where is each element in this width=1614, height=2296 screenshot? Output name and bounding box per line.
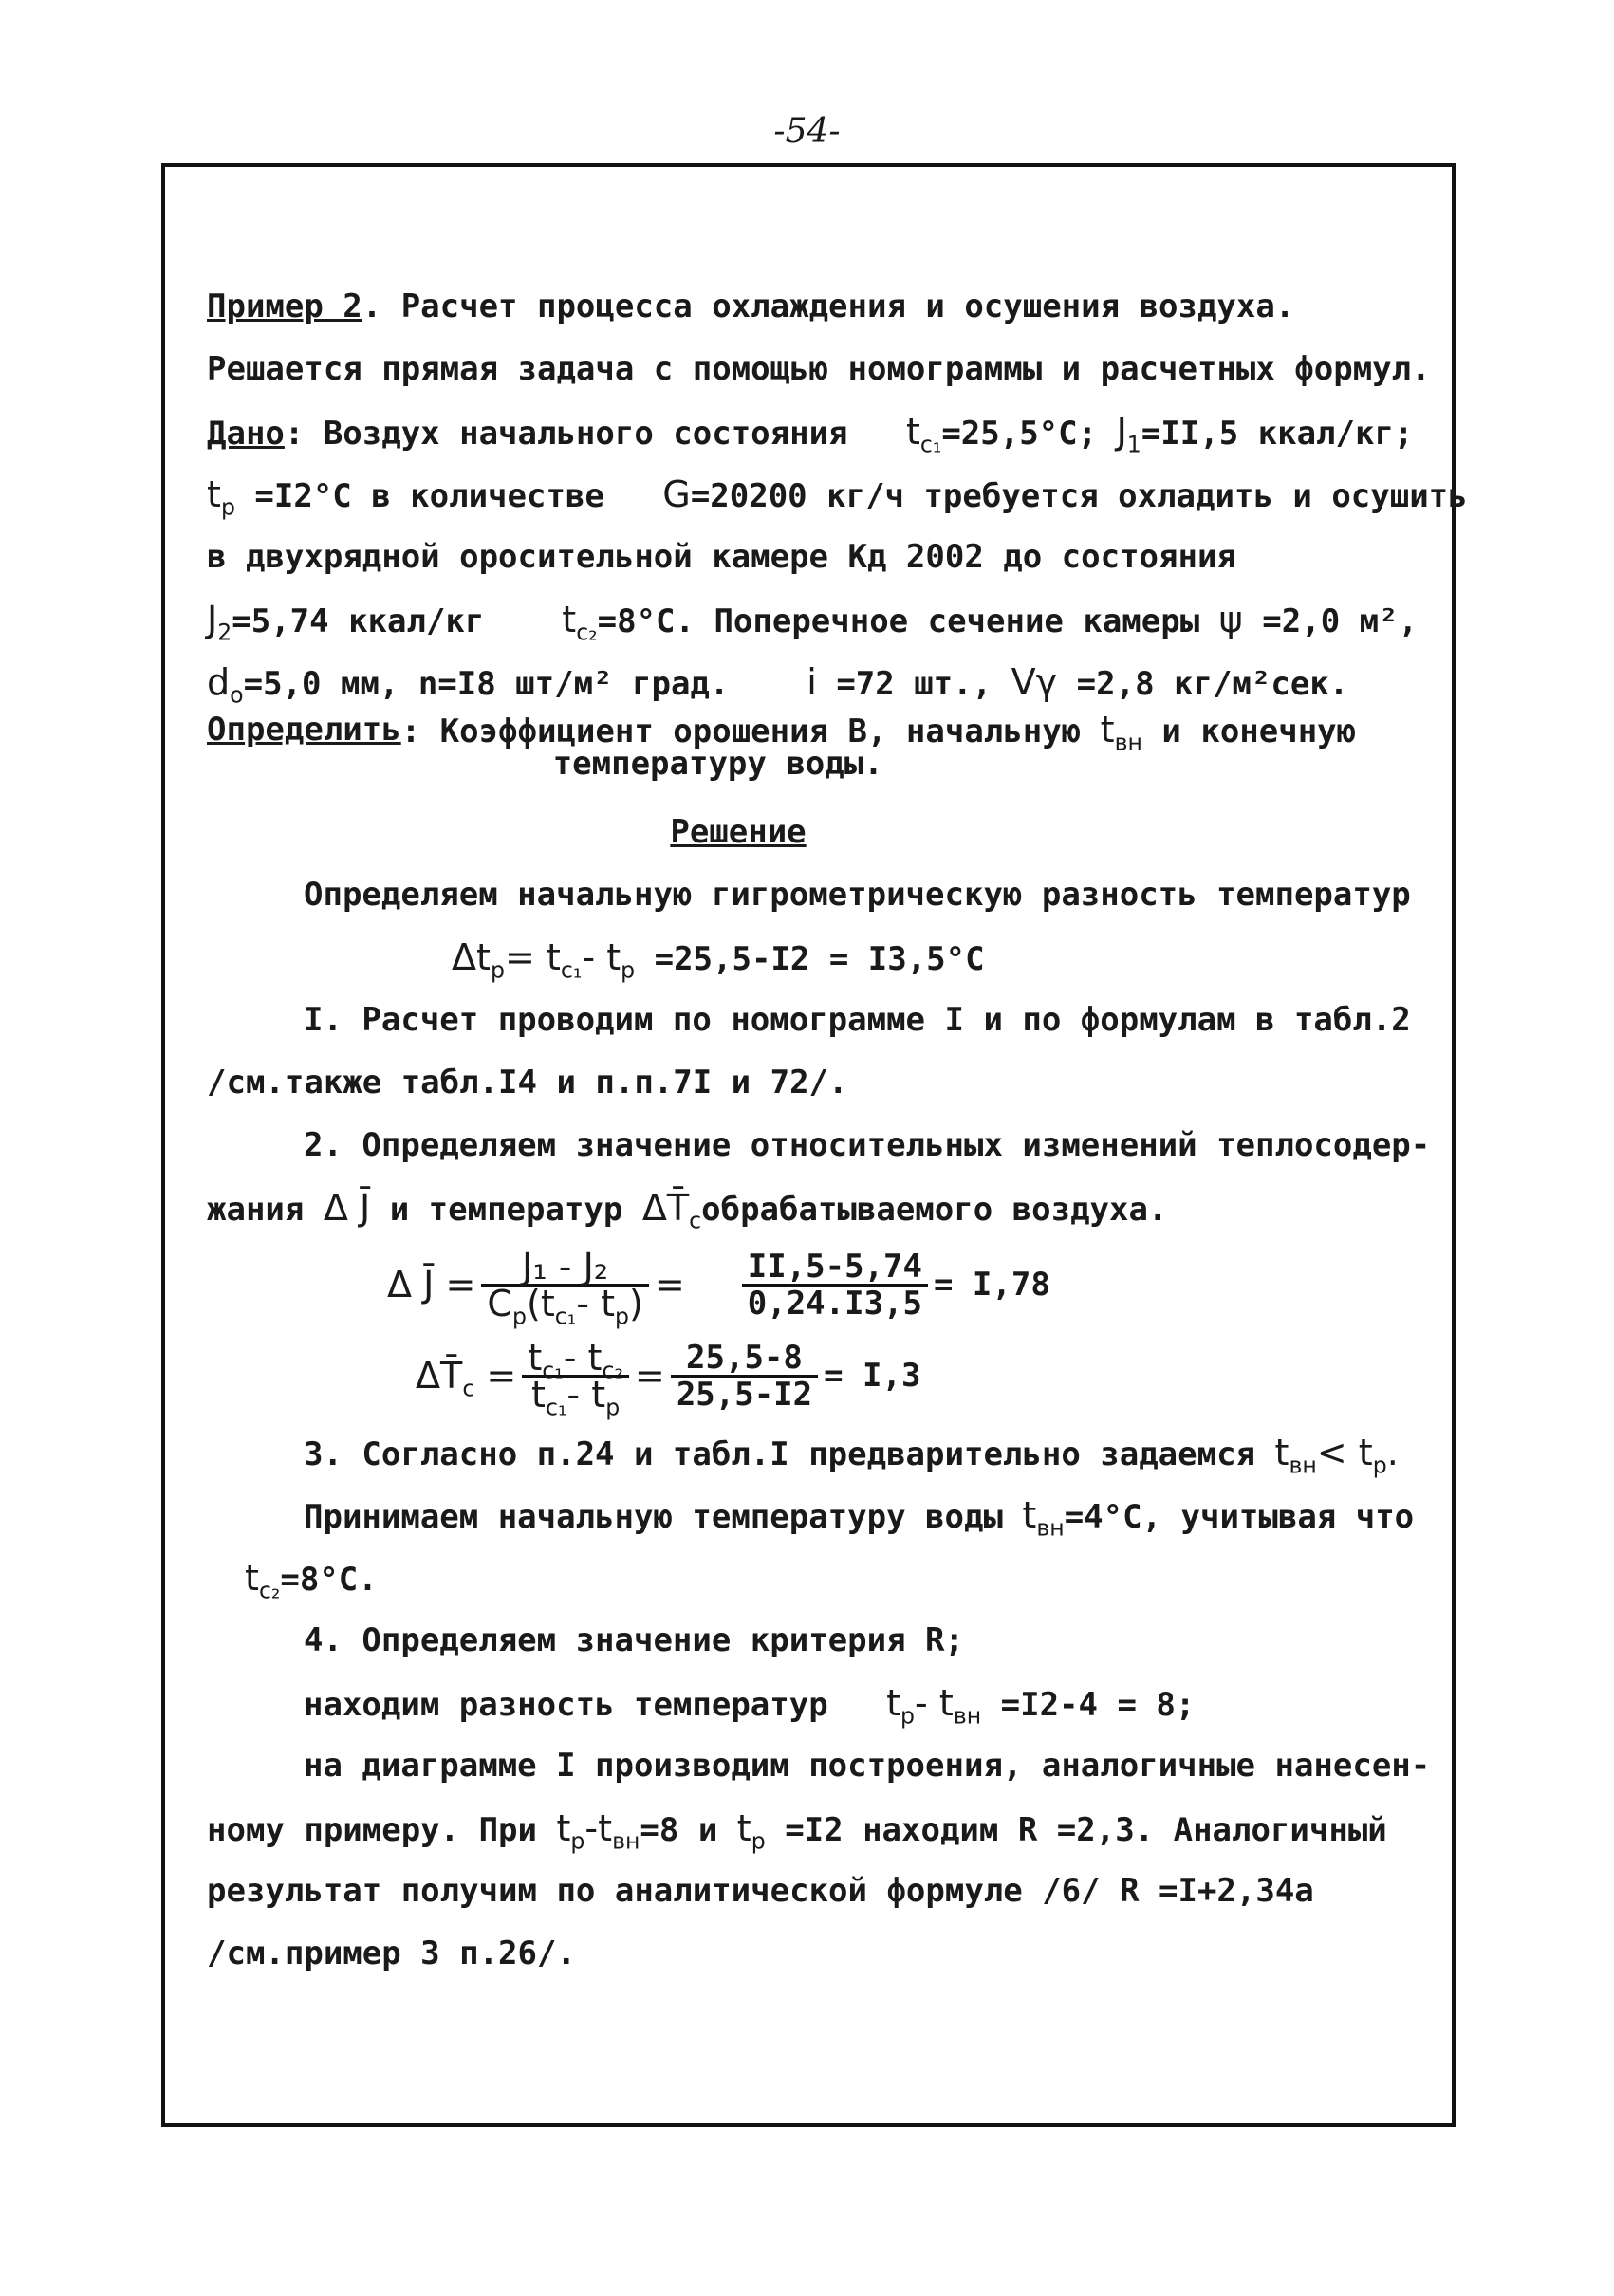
given-line-5	[207, 651, 1440, 713]
step-3-line-a	[207, 1421, 1440, 1484]
step-4-line-d	[207, 1797, 1440, 1860]
step-2-text-c: и температур	[389, 1191, 623, 1229]
formula-delta-j-eq: =	[654, 1264, 685, 1305]
determine-label: Определить	[207, 711, 401, 749]
solution-heading: Решение	[670, 813, 807, 851]
determine-text	[400, 709, 1357, 783]
given-line-3: в двухрядной оросительной камере Кд 2002 до состояния	[207, 538, 1236, 576]
step-3-text-b2: =4°C, учитывая что	[1064, 1498, 1415, 1536]
given-i-value: =72 шт.,	[836, 665, 993, 703]
given-g-value: =20200 кг/ч требуется охладить и осушить	[690, 477, 1468, 515]
step-0-line: Определяем начальную гигрометрическую разность температур	[304, 876, 1411, 914]
symbol-tp-tvn-2: $t_p-t_{вн}$	[556, 1807, 640, 1855]
step-4-line-f: /см.пример 3 п.26/.	[207, 1935, 576, 1972]
determine-block	[207, 709, 1440, 783]
dtp-formula-line	[207, 926, 1440, 989]
formula-delta-tc-result: = I,3	[824, 1357, 921, 1395]
example-title: . Расчет процесса охлаждения и осушения воздуха.	[362, 287, 1295, 325]
formula-delta-tc-numeric	[671, 1338, 818, 1414]
step-2-text-d: обрабатываемого воздуха.	[701, 1191, 1168, 1229]
formula-delta-j-symbolic: $\frac{\text{J₁ - J₂}}{C_p(t_{c_1}- t_p)}$	[481, 1250, 648, 1321]
symbol-tp-2: $t_p$	[736, 1807, 766, 1855]
step-2-line-a: 2. Определяем значение относительных изменений теплосодер-	[304, 1126, 1431, 1164]
example-label: Пример 2	[207, 287, 362, 325]
symbol-tc2-2: $t_{c_2}$	[245, 1557, 281, 1604]
symbol-delta-tc: $\Delta T̄_c$	[641, 1187, 702, 1234]
given-vgamma-value: =2,8 кг/м²сек.	[1076, 665, 1349, 703]
symbol-tc2: $t_{c_2}$	[562, 599, 598, 646]
given-d0-value: =5,0 мм, n=I8 шт/м² град.	[243, 665, 730, 703]
determine-text-1b: и конечную	[1161, 713, 1357, 750]
given-tc1-value: =25,5°C;	[941, 415, 1098, 453]
step-4-line-a: 4. Определяем значение критерия R;	[304, 1621, 964, 1659]
given-j2-value: =5,74 ккал/кг	[232, 602, 485, 640]
formula-delta-tc-symbolic: $\frac{t_{c_1}- t_{c_2}}{t_{c_1}- t_p}$	[522, 1341, 629, 1412]
given-text: : Воздух начального состояния	[284, 415, 848, 453]
step-4-text-d3: =I2 находим R =2,3. Аналогичный	[785, 1811, 1387, 1849]
symbol-tp: $t_p$	[207, 473, 235, 521]
task-line: Решается прямая задача с помощью номограммы и расчетных формул.	[207, 350, 1431, 388]
given-tp-value: =I2°C в количестве	[254, 477, 604, 515]
step-3-line-b	[207, 1484, 1440, 1546]
given-line-2	[207, 463, 1468, 526]
step-4-line-c: на диаграмме I производим построения, аналогичные нанесен-	[304, 1747, 1431, 1785]
step-1-line-a: I. Расчет проводим по номограмме I и по формулам в табл.2	[304, 1001, 1411, 1039]
step-3-text-c: =8°C.	[280, 1561, 378, 1599]
symbol-i: i	[807, 661, 817, 703]
formula-delta-j	[207, 1239, 1440, 1330]
symbol-tc1: $t_{c_1}$	[905, 411, 942, 458]
symbol-d0: $d_o$	[207, 661, 244, 709]
step-4-line-e: результат получим по аналитической формуле /6/ R =I+2,34a	[207, 1872, 1314, 1910]
given-j1-value: =II,5 ккал/кг;	[1141, 415, 1414, 453]
step-3-line-c	[207, 1546, 1440, 1609]
symbol-tp-tvn: $t_p-$ $t_{вн}$	[886, 1682, 982, 1730]
step-1-line-b: /см.также табл.I4 и п.п.7I и 72/.	[207, 1064, 848, 1102]
symbol-j1: $J_1$	[1116, 411, 1141, 458]
formula-delta-j-lhs: Δ J̄ =	[387, 1264, 476, 1305]
symbol-psi: ψ	[1218, 599, 1243, 640]
step-4-line-b	[207, 1672, 1440, 1734]
dtp-formula: =25,5-I2 = I3,5°C	[654, 940, 985, 978]
formula-delta-j-result: = I,78	[933, 1266, 1050, 1304]
symbol-delta-j: Δ J̄	[323, 1187, 371, 1229]
symbol-j2: $J_2$	[207, 599, 232, 646]
symbol-tvn-lt-tp: $t_{вн}< t_p$.	[1274, 1432, 1399, 1479]
page-number: -54-	[773, 112, 841, 151]
symbol-g: G	[662, 473, 691, 515]
formula-delta-j-numeric	[742, 1247, 928, 1323]
formula-delta-tc-lhs: $\Delta T̄_c$ =	[416, 1355, 517, 1402]
step-2-line-b	[207, 1176, 1440, 1239]
given-psi-value: =2,0 м²,	[1262, 602, 1419, 640]
document-body	[207, 275, 1468, 1985]
given-label: Дано	[207, 415, 285, 453]
given-tc2-value: =8°C. Поперечное сечение камеры	[597, 602, 1200, 640]
step-4-text-b2: =I2-4 = 8;	[1000, 1686, 1196, 1724]
formula-delta-tc-denominator: 25,5-I2	[676, 1375, 813, 1414]
step-2-text-b: жания	[207, 1191, 305, 1229]
step-3-text-b: Принимаем начальную температуру воды	[304, 1498, 1003, 1536]
formula-delta-j-denominator: 0,24.I3,5	[747, 1284, 922, 1323]
determine-text-1: : Коэффициент орошения В, начальную	[400, 713, 1082, 750]
step-3-text-a: 3. Согласно п.24 и табл.I предварительно задаемся	[304, 1435, 1256, 1473]
given-line-4	[207, 588, 1440, 651]
formula-delta-tc-eq: =	[634, 1355, 665, 1397]
formula-delta-tc	[207, 1330, 1440, 1421]
determine-text-2: температуру воды.	[552, 745, 883, 783]
step-4-text-d1: ному примеру. При	[207, 1811, 537, 1849]
example-title-line	[207, 275, 1440, 338]
step-4-text-d2: =8 и	[640, 1811, 718, 1849]
formula-delta-tc-numerator: 25,5-8	[671, 1341, 818, 1378]
step-4-text-b: находим разность температур	[304, 1686, 828, 1724]
given-line-1	[207, 400, 1440, 463]
formula-delta-j-numerator: II,5-5,74	[742, 1250, 928, 1287]
symbol-tvn: $t_{вн}$	[1100, 709, 1142, 756]
symbol-delta-tp: $\Delta t_p= t_{c_1}-$ $t_p$	[452, 936, 636, 984]
symbol-vgamma: Vγ	[1011, 661, 1058, 703]
solution-heading-line	[207, 801, 1440, 863]
symbol-tvn-2: $t_{вн}$	[1022, 1494, 1065, 1542]
